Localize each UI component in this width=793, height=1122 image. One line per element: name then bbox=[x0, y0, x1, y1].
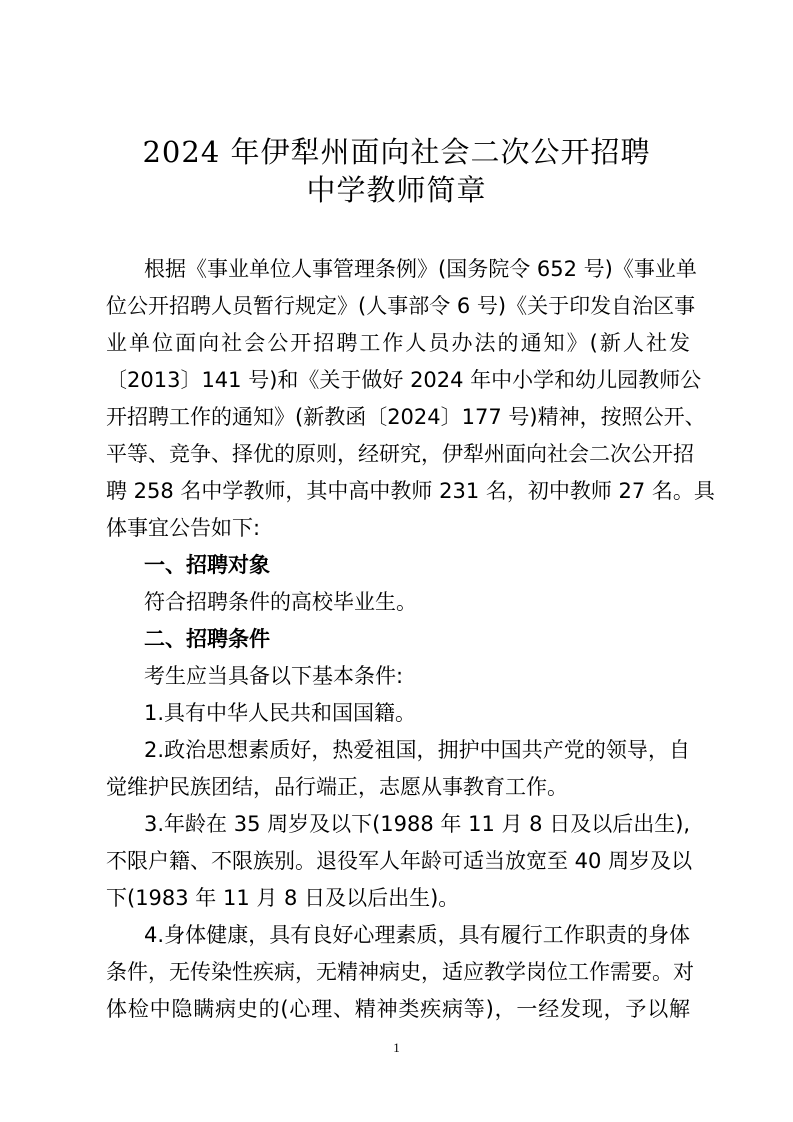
page-title-line-1: 2024 年伊犁州面向社会二次公开招聘 bbox=[142, 135, 651, 169]
intro-line-7: 聘 258 名中学教师，其中高中教师 231 名，初中教师 27 名。具 bbox=[106, 479, 715, 503]
condition-item-2-line-1: 2.政治思想素质好，热爱祖国，拥护中国共产党的领导，自 bbox=[144, 738, 690, 762]
intro-line-1: 根据《事业单位人事管理条例》(国务院令 652 号)《事业单 bbox=[144, 257, 697, 281]
condition-item-4-line-2: 条件，无传染性疾病，无精神病史，适应教学岗位工作需要。对 bbox=[106, 960, 694, 984]
intro-line-3: 业单位面向社会公开招聘工作人员办法的通知》(新人社发 bbox=[106, 331, 690, 355]
page-number: 1 bbox=[393, 1040, 400, 1055]
section-heading-recruitment-conditions: 二、招聘条件 bbox=[144, 627, 270, 651]
section-intro-conditions: 考生应当具备以下基本条件: bbox=[144, 664, 404, 688]
condition-item-1: 1.具有中华人民共和国国籍。 bbox=[144, 701, 417, 725]
page-title-line-2: 中学教师简章 bbox=[306, 173, 487, 207]
condition-item-2-line-2: 觉维护民族团结，品行端正，志愿从事教育工作。 bbox=[106, 775, 568, 799]
intro-line-6: 平等、竞争、择优的原则，经研究，伊犁州面向社会二次公开招 bbox=[106, 442, 694, 466]
condition-item-4-line-1: 4.身体健康，具有良好心理素质，具有履行工作职责的身体 bbox=[144, 923, 690, 947]
condition-item-3-line-2: 不限户籍、不限族别。退役军人年龄可适当放宽至 40 周岁及以 bbox=[106, 849, 693, 873]
section-heading-recruitment-targets: 一、招聘对象 bbox=[144, 553, 270, 577]
condition-item-4-line-3: 体检中隐瞒病史的(心理、精神类疾病等)，一经发现，予以解 bbox=[106, 997, 690, 1021]
intro-line-8: 体事宜公告如下: bbox=[106, 516, 261, 540]
intro-line-4: 〔2013〕141 号)和《关于做好 2024 年中小学和幼儿园教师公 bbox=[106, 368, 702, 392]
intro-line-2: 位公开招聘人员暂行规定》(人事部令 6 号)《关于印发自治区事 bbox=[106, 294, 696, 318]
condition-item-3-line-1: 3.年龄在 35 周岁及以下(1988 年 11 月 8 日及以后出生), bbox=[144, 812, 691, 836]
section-text-recruitment-targets: 符合招聘条件的高校毕业生。 bbox=[144, 590, 417, 614]
intro-line-5: 开招聘工作的通知》(新教函〔2024〕177 号)精神，按照公开、 bbox=[106, 405, 706, 429]
condition-item-3-line-3: 下(1983 年 11 月 8 日及以后出生)。 bbox=[106, 886, 460, 910]
